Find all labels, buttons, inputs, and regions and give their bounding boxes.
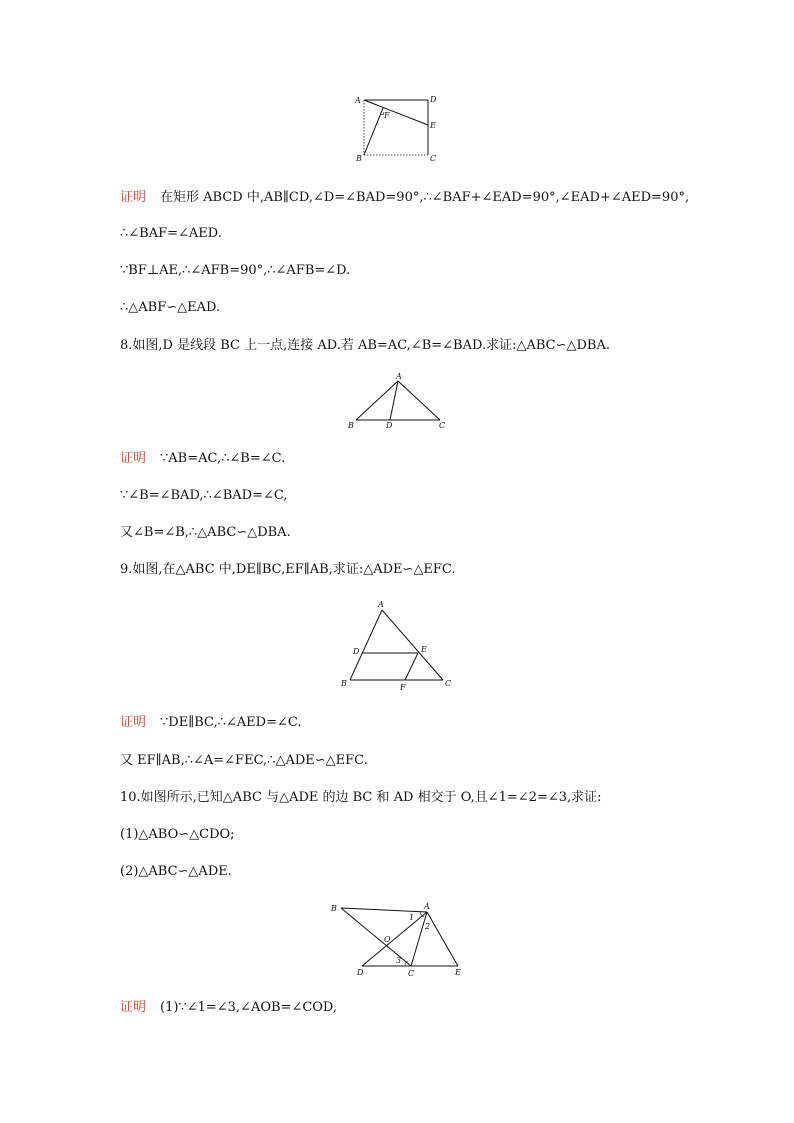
segment-ad <box>362 912 427 966</box>
point-label-e: E <box>455 968 461 977</box>
point-label-b: B <box>331 904 337 913</box>
figure-triangle-parallel <box>335 597 460 692</box>
figure-triangle-abc-d <box>345 370 455 432</box>
figure-rectangle-abcd <box>350 92 450 164</box>
segment-ae <box>364 100 428 125</box>
question-10: 10.如图所示,已知△ABC 与△ADE 的边 BC 和 AD 相交于 O,且∠1=∠2=∠3,求证: <box>120 790 602 805</box>
proof8-line3: 又∠B=∠B,∴△ABC∽△DBA. <box>120 525 291 540</box>
angle-label-1: 1 <box>409 913 415 922</box>
proof-text: ∵AB=AC,∴∠B=∠C. <box>160 451 286 466</box>
segment-ac <box>382 610 443 680</box>
proof8-line2: ∵∠B=∠BAD,∴∠BAD=∠C, <box>120 488 288 503</box>
proof7-line3: ∵BF⊥AE,∴∠AFB=90°,∴∠AFB=∠D. <box>120 263 351 278</box>
point-label-e: E <box>430 121 436 130</box>
question-9: 9.如图,在△ABC 中,DE∥BC,EF∥AB,求证:△ADE∽△EFC. <box>120 562 456 577</box>
segment-ef <box>405 653 418 680</box>
point-label-b: B <box>341 679 347 688</box>
point-label-o: O <box>384 935 391 944</box>
proof-label: 证明 <box>120 1000 147 1015</box>
point-label-b: B <box>348 421 354 430</box>
proof-text: ∵DE∥BC,∴∠AED=∠C. <box>160 715 302 730</box>
segment-ab <box>350 610 382 680</box>
proof10-line1 <box>120 1000 337 1016</box>
angle-label-3: 3 <box>396 956 402 965</box>
proof9-line2: 又 EF∥AB,∴∠A=∠FEC,∴△ADE∽△EFC. <box>120 753 368 768</box>
proof-text: (1)∵∠1=∠3,∠AOB=∠COD, <box>160 1000 338 1015</box>
proof7-line4: ∴△ABF∽△EAD. <box>120 300 221 315</box>
segment-ba <box>341 908 427 912</box>
proof8-line1 <box>120 451 285 467</box>
point-label-d: D <box>430 95 437 104</box>
point-label-f: F <box>400 683 406 692</box>
segment-ae <box>427 912 458 966</box>
figure-triangles-abc-ade <box>325 897 475 979</box>
point-label-a: A <box>396 372 402 381</box>
point-label-a: A <box>424 902 430 911</box>
proof-label: 证明 <box>120 715 147 730</box>
proof-label: 证明 <box>120 190 147 205</box>
question-10-part2: (2)△ABC∽△ADE. <box>120 864 232 879</box>
question-10-part1: (1)△ABO∽△CDO; <box>120 827 235 842</box>
point-label-c: C <box>439 421 446 430</box>
point-label-a: A <box>378 600 384 609</box>
point-label-c: C <box>408 969 415 978</box>
point-label-d: D <box>386 421 393 430</box>
proof-label: 证明 <box>120 451 147 466</box>
angle-label-2: 2 <box>425 922 431 931</box>
point-label-f: F <box>384 111 390 120</box>
point-label-e: E <box>421 645 427 654</box>
proof9-line1 <box>120 715 301 731</box>
proof-text: 在矩形 ABCD 中,AB∥CD,∠D=∠BAD=90°,∴∠BAF+∠EAD=90°,∠EAD+∠AED=90°, <box>160 190 690 205</box>
point-label-b: B <box>356 154 362 163</box>
point-label-d: D <box>357 968 364 977</box>
question-8: 8.如图,D 是线段 BC 上一点,连接 AD.若 AB=AC,∠B=∠BAD.求证:△ABC∽△DBA. <box>120 338 610 353</box>
proof7-line2: ∴∠BAF=∠AED. <box>120 226 222 241</box>
point-label-a: A <box>355 96 361 105</box>
point-label-c: C <box>430 154 437 163</box>
proof7-line1 <box>120 190 689 206</box>
segment-bf <box>364 108 383 155</box>
segment-ac <box>398 381 440 420</box>
point-label-c: C <box>445 679 452 688</box>
point-label-d: D <box>353 647 360 656</box>
